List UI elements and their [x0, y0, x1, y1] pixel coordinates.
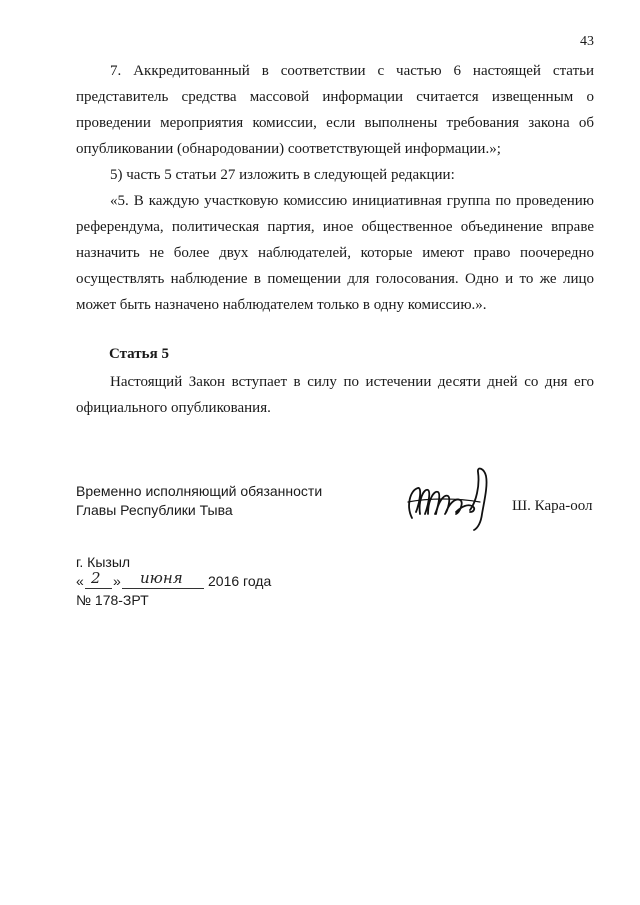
month-underline	[122, 588, 204, 589]
signer-title-line-1: Временно исполняющий обязанности	[76, 483, 323, 499]
date-month: июня	[140, 569, 183, 587]
city: г. Кызыл	[76, 554, 131, 570]
page-number: 43	[580, 34, 594, 49]
date-open-quote: «	[76, 573, 84, 589]
article-heading: Статья 5	[109, 346, 169, 362]
handwritten-signature	[398, 462, 496, 532]
day-underline	[85, 588, 112, 589]
signer-title	[76, 482, 322, 520]
paragraph-amendment-text: «5. В каждую участковую комиссию инициативная группа по проведению референдума, политическая партия, иное общественное объединение вправе назначить не более двух наблюдателей, которые имеют право поочередно осуществлять наблюдение в помещении для голосования. Одно и то же лицо может быть назначено наблюдателем только в одну комиссию.».	[76, 193, 594, 313]
date-line	[76, 569, 272, 591]
paragraph-item-7: 7. Аккредитованный в соответствии с частью 6 настоящей статьи представитель средства массовой информации считается извещенным о проведении мероприятия комиссии, если выполнены требования закона об опубликовании (обнародовании) соответствующей информации.»;	[76, 63, 594, 157]
date-year: 2016 года	[208, 573, 272, 589]
body-text	[76, 58, 594, 318]
paragraph-amendment-intro: 5) часть 5 статьи 27 изложить в следующей редакции:	[110, 167, 455, 183]
signer-title-line-2: Главы Республики Тыва	[76, 502, 233, 518]
date-day: 2	[91, 569, 101, 587]
signer-name: Ш. Кара-оол	[512, 498, 593, 514]
law-number: № 178-ЗРТ	[76, 592, 149, 608]
article-text: Настоящий Закон вступает в силу по истечении десяти дней со дня его официального опубликования.	[76, 374, 594, 416]
date-close-quote: »	[113, 573, 121, 589]
place-date-block	[76, 553, 272, 610]
